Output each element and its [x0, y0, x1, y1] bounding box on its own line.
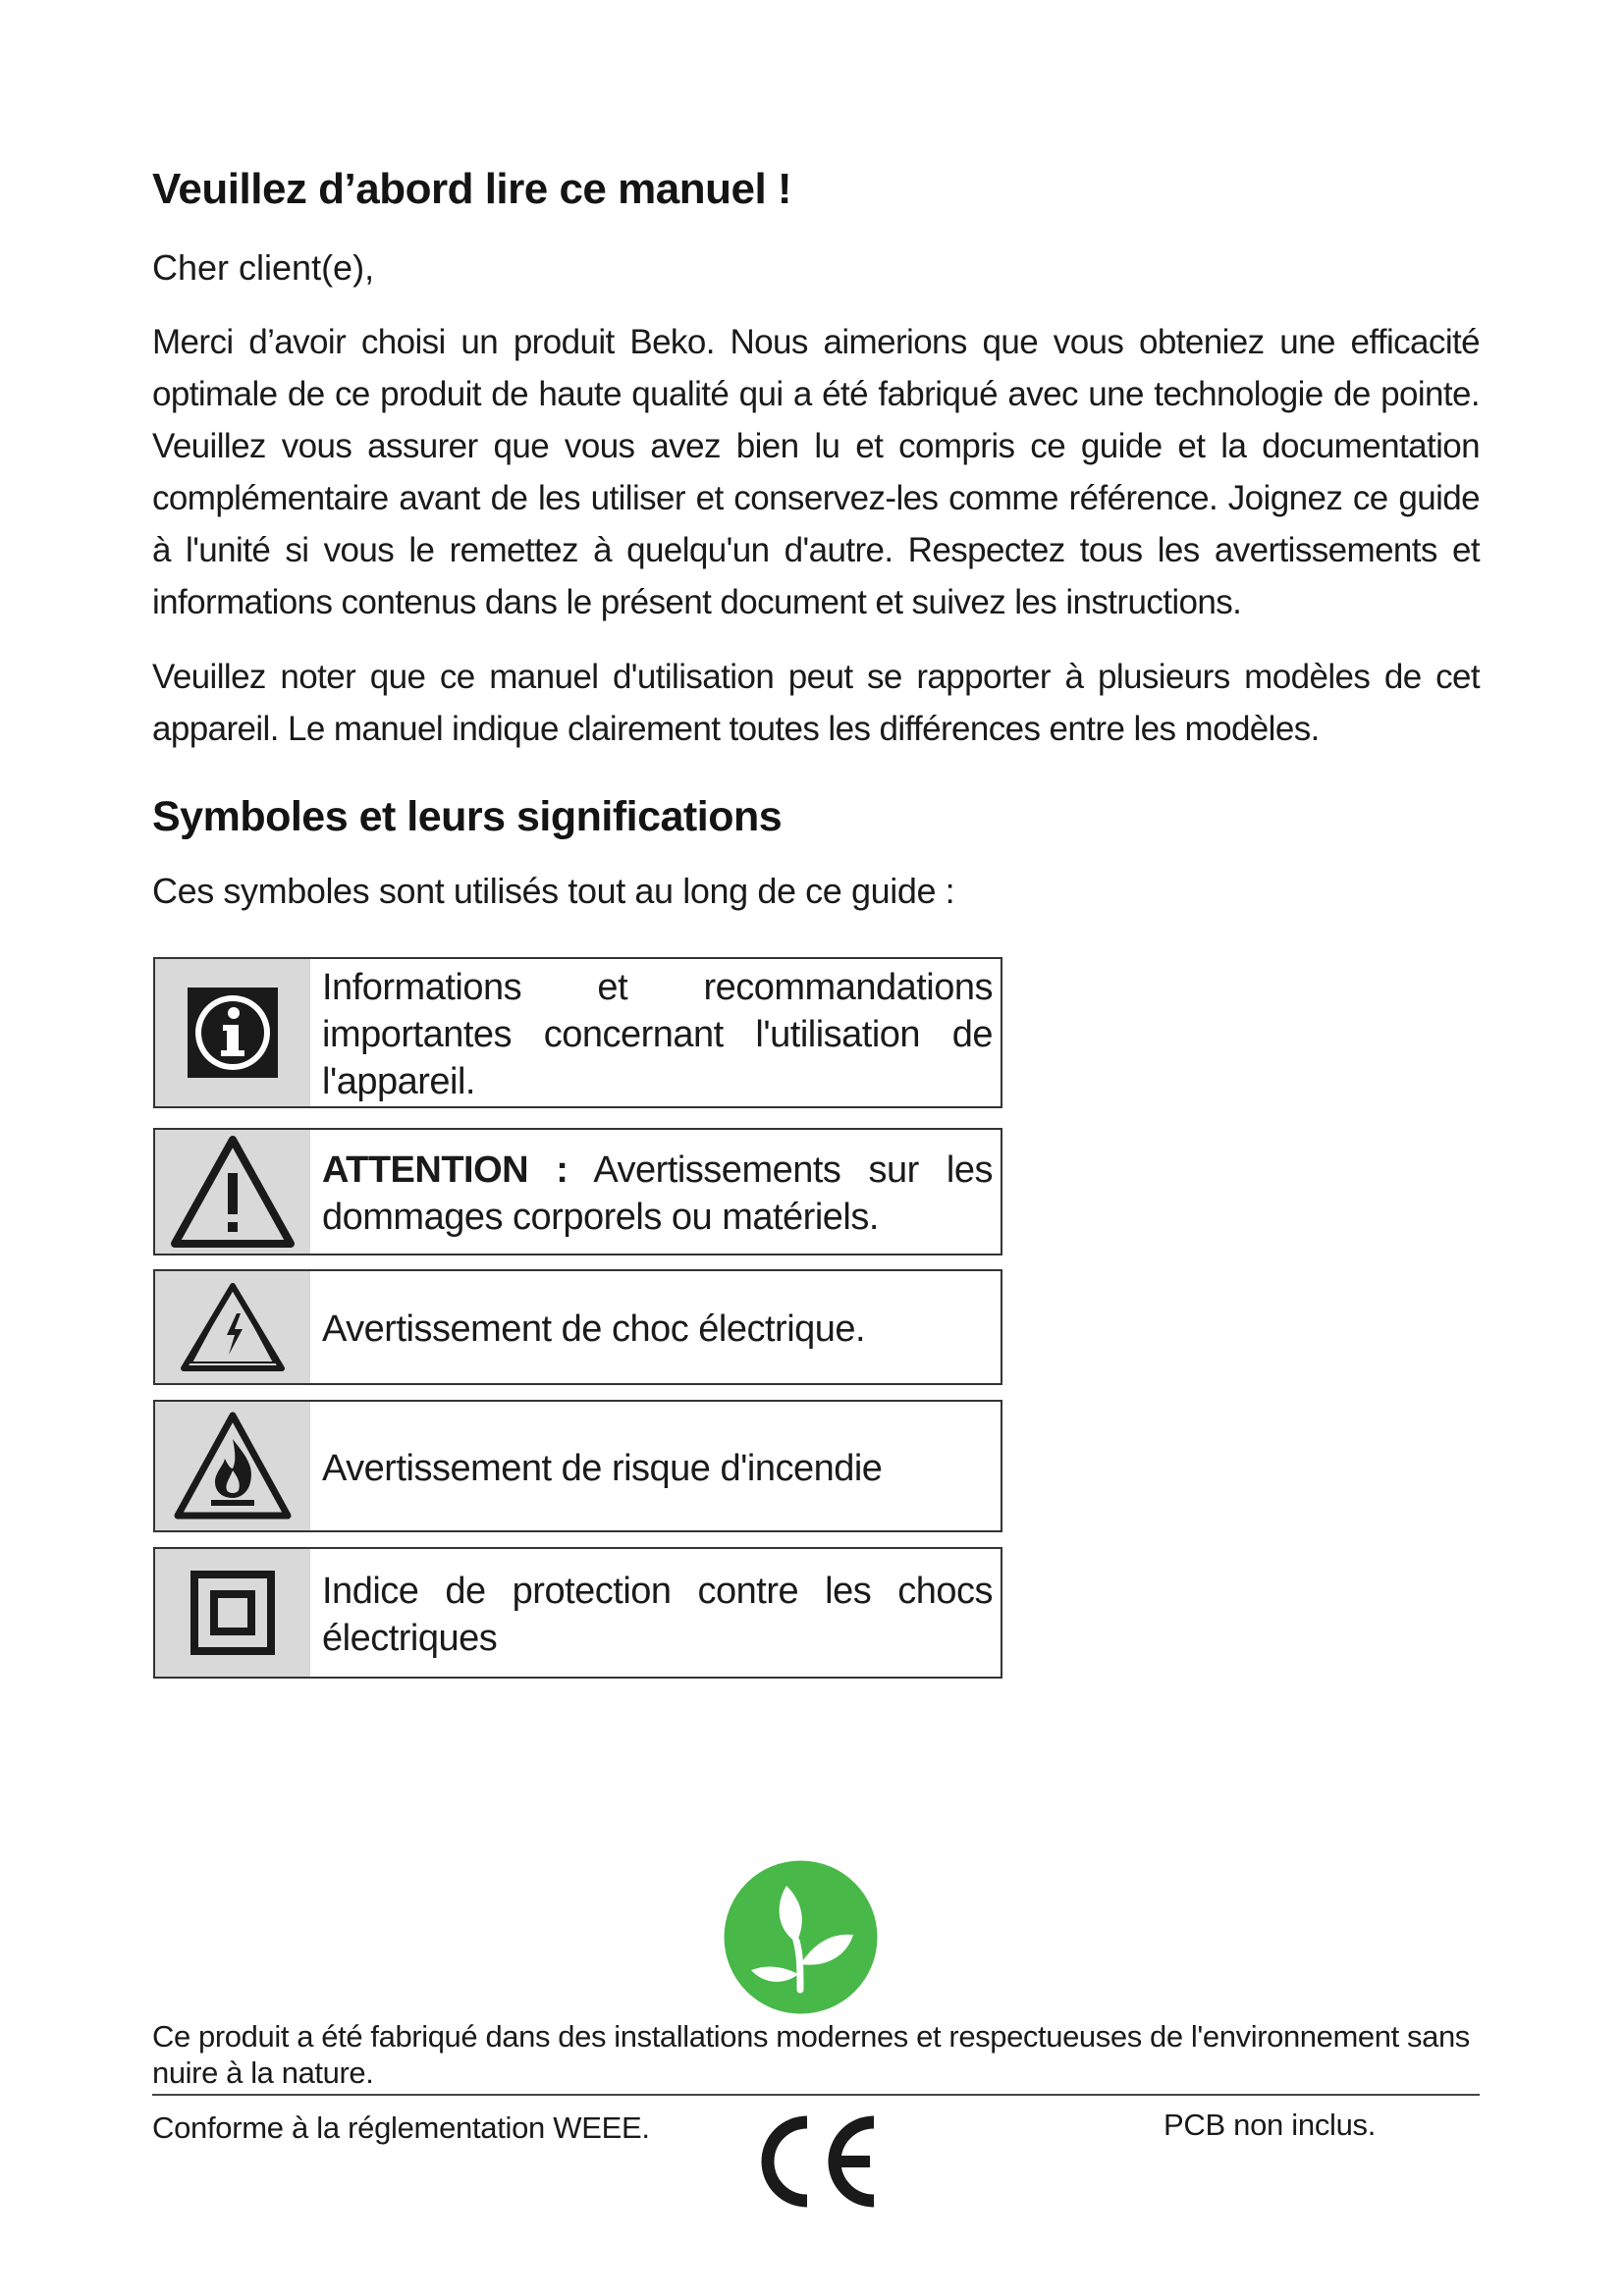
- eco-statement: Ce produit a été fabriqué dans des installations modernes et respectueuses de l'environnement sans nuire à la nature.: [152, 2019, 1470, 2090]
- divider: [152, 2094, 1480, 2096]
- symbols-heading: Symboles et leurs significations: [152, 793, 783, 840]
- symbol-row-electric: [153, 1269, 1002, 1385]
- ce-mark-icon: [748, 2110, 886, 2213]
- page-title: Veuillez d’abord lire ce manuel !: [152, 165, 792, 213]
- symbol-row-info: [153, 957, 1002, 1108]
- weee-statement: Conforme à la réglementation WEEE.: [152, 2110, 650, 2145]
- fire-hazard-icon: [155, 1402, 310, 1530]
- symbol-row-protection: [153, 1547, 1002, 1679]
- electric-shock-icon: [155, 1271, 310, 1383]
- symbol-warning-text: Avertissements sur les dommages corporels ou matériels.: [322, 1149, 993, 1238]
- symbols-intro: Ces symboles sont utilisés tout au long de ce guide :: [152, 871, 955, 911]
- symbol-row-warning: [153, 1128, 1002, 1255]
- symbol-electric-text: Avertissement de choc électrique.: [322, 1308, 866, 1350]
- pcb-statement: PCB non inclus.: [1164, 2108, 1377, 2142]
- info-icon: [155, 959, 310, 1106]
- salutation: Cher client(e),: [152, 247, 375, 288]
- eco-leaf-icon: [724, 1860, 878, 2014]
- symbol-protection-text: Indice de protection contre les chocs électriques: [322, 1571, 993, 1659]
- double-insulation-icon: [155, 1549, 310, 1677]
- symbol-row-fire: [153, 1400, 1002, 1532]
- symbol-info-text: Informations et recommandations importantes concernant l'utilisation de l'appareil.: [322, 967, 993, 1102]
- attention-label: ATTENTION :: [322, 1149, 568, 1191]
- symbol-fire-text: Avertissement de risque d'incendie: [322, 1447, 883, 1489]
- models-note-paragraph: Veuillez noter que ce manuel d'utilisation peut se rapporter à plusieurs modèles de cet appareil. Le manuel indique clairement toutes les différences entre les modèles.: [152, 658, 1480, 748]
- warning-icon: [155, 1130, 310, 1254]
- intro-paragraph: Merci d’avoir choisi un produit Beko. Nous aimerions que vous obteniez une efficacité optimale de ce produit de haute qualité qui a été fabriqué avec une technologie de pointe. Veuillez vous assurer que vous avez bien lu et compris ce guide et la documentation complémentaire avant de les utiliser et conservez-les comme référence. Joignez ce guide à l'unité si vous le remettez à quelqu'un d'autre. Respectez tous les avertissements et informations contenus dans le présent document et suivez les instructions.: [152, 323, 1480, 621]
